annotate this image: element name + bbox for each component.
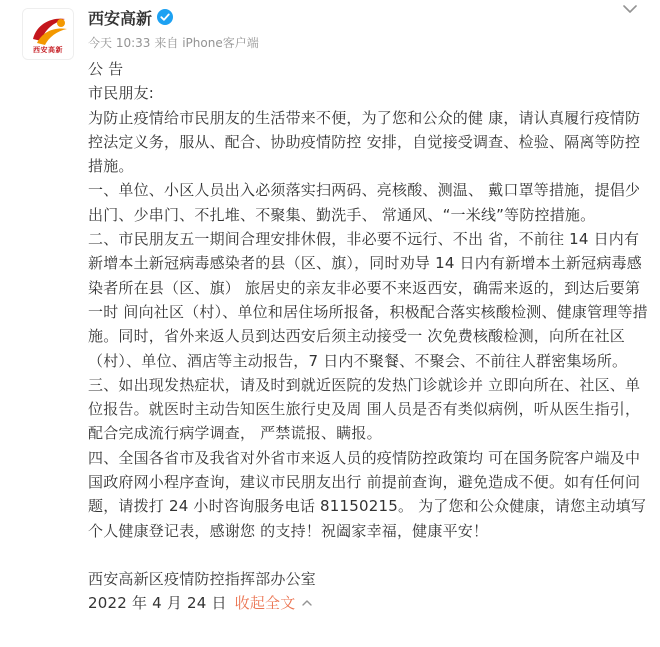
notice-greeting: 市民朋友: — [88, 84, 155, 103]
notice-item-3: 三、如出现发热症状，请及时到就近医院的发热门诊就诊并 立即向所在、社区、单位报告。就医时主动告知医生旅行史及周 围人员是否有类似病例，听从医生指引，配合完成流行病学调查， 严禁谎报、瞒报。 — [88, 375, 641, 443]
notice-intro: 为防止疫情给市民朋友的生活带来不便，为了您和公众的健 康，请认真履行疫情防控法定义务，服从、配合、协助疫情防控 安排，自觉接受调查、检验、隔离等防控措施。 — [88, 108, 641, 176]
chevron-down-icon — [623, 5, 637, 14]
name-row — [88, 4, 259, 30]
notice-item-2: 二、市民朋友五一期间合理安排休假，非必要不远行、不出 省，不前往 14 日内有新增本土新冠病毒感染者的县（区、旗），同时劝导 14 日内有新增本土新冠病毒感染者所在县（区、旗） 旅居史的亲友非必要不来返西安，确需来返的，到达后要第一时 间向社区（村）、单位和居住场所报备，积极配合落实核酸检测、健康管理等措施。同时，省外来返人员到达西安后须主动接受一 次免费核酸检测，向所在社区（村）、单位、酒店等主动报告，7 日内不聚餐、不聚会、不前往人群密集场所。 — [88, 230, 648, 370]
post-content — [88, 57, 648, 616]
post-meta — [88, 33, 259, 51]
notice-item-1: 一、单位、小区人员出入必须落实扫两码、亮核酸、测温、 戴口罩等措施，提倡少出门、少串门、不扎堆、不聚集、勤洗手、 常通风、“一米线”等防控措施。 — [88, 181, 641, 224]
avatar-caption: 西安高新 — [33, 46, 63, 54]
notice-date: 2022 年 4 月 24 日 — [88, 594, 227, 613]
collapse-full-text-link[interactable]: 收起全文 — [234, 594, 296, 613]
post-time[interactable]: 今天 10:33 — [88, 35, 151, 50]
avatar[interactable] — [22, 8, 74, 60]
more-options-button[interactable] — [618, 2, 642, 16]
notice-title: 公 告 — [88, 60, 124, 78]
notice-footer — [88, 591, 648, 615]
notice-signature: 西安高新区疫情防控指挥部办公室 — [88, 569, 317, 588]
chevron-up-icon[interactable] — [301, 597, 313, 609]
post-source: 来自 iPhone客户端 — [154, 35, 259, 50]
verified-badge-icon — [157, 9, 173, 25]
notice-item-4: 四、全国各省市及我省对外省市来返人员的疫情防控政策均 可在国务院客户端及中国政府网小程序查询，建议市民朋友出行 前提前查询，避免造成不便。如有任何问题，请拨打 24 小时咨询服务电话 81150215。 为了您和公众健康，请您主动填写个人健康登记表，感谢您 的支持！祝阖家幸福，健康平安！ — [88, 448, 647, 540]
user-name[interactable]: 西安高新 — [88, 8, 153, 28]
post-header — [88, 4, 259, 51]
